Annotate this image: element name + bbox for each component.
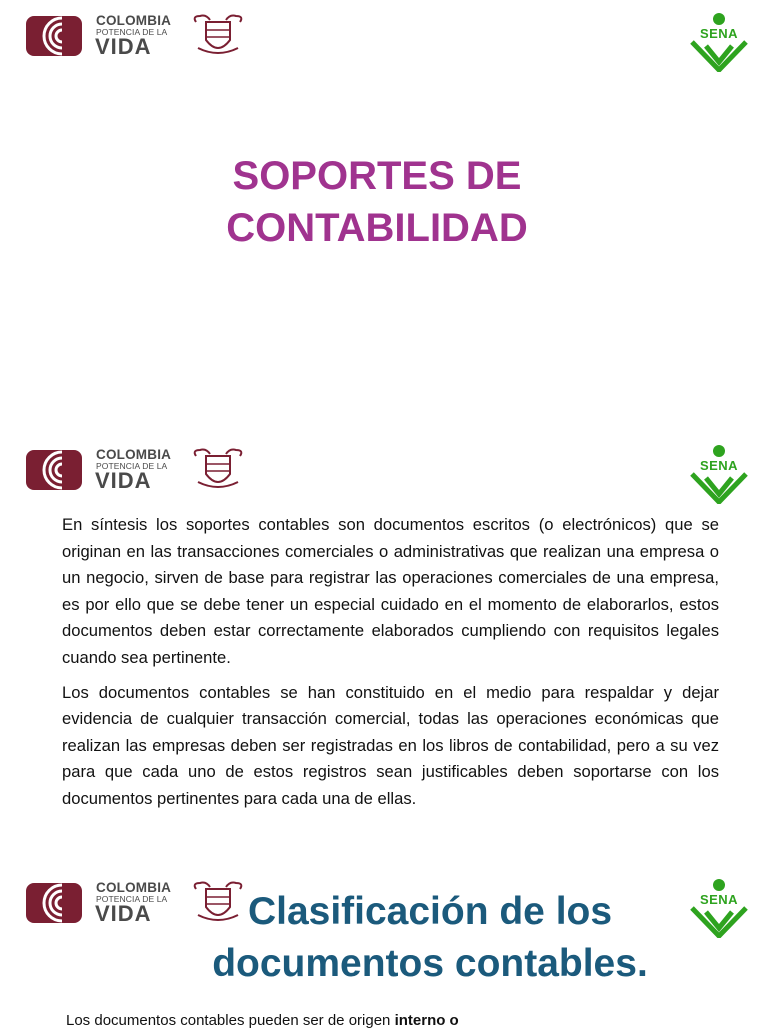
intro-text-bold: interno o	[394, 1012, 459, 1029]
gov-logo-line3: VIDA	[95, 901, 152, 926]
sena-figure-icon	[686, 444, 752, 504]
gov-wave-icon	[26, 12, 86, 56]
gov-logo-line2: POTENCIA DE LA	[96, 461, 168, 471]
colombia-gov-logo	[26, 446, 246, 496]
gov-logo-line2: POTENCIA DE LA	[96, 27, 168, 37]
gov-logo-line3: VIDA	[95, 468, 152, 493]
slide-title	[0, 0, 768, 432]
sena-logo	[686, 12, 752, 72]
gov-logo-line1: COLOMBIA	[96, 880, 172, 895]
sena-figure-icon	[686, 878, 752, 938]
coat-of-arms-icon	[190, 12, 246, 60]
slide-classification	[0, 864, 768, 1029]
gov-logo-line3: VIDA	[95, 34, 152, 59]
sena-figure-icon	[686, 12, 752, 72]
intro-text	[66, 1011, 746, 1031]
gov-logo-line2: POTENCIA DE LA	[96, 894, 168, 904]
paragraph-purpose: Los documentos contables se han constituido en el medio para respaldar y dejar evidencia de cualquier transacción comercial, todas las operaciones económicas que realizan las empresas deben ser registradas en los libros de contabilidad, pero a su vez para que cada uno de estos registros sean justificables deben soportarse con los documentos pertinentes para cada una de ellas.	[62, 682, 719, 808]
coat-of-arms-icon	[190, 446, 246, 494]
gov-wave-icon	[26, 446, 86, 490]
title-line-1: SOPORTES DE	[232, 154, 522, 198]
sena-logo-text: SENA	[699, 458, 739, 473]
colombia-gov-logo	[26, 12, 246, 62]
gov-logo-line1: COLOMBIA	[96, 447, 172, 462]
gov-logo-line1: COLOMBIA	[96, 13, 172, 28]
heading-line-2: documentos contables.	[212, 942, 648, 985]
sena-logo	[686, 878, 752, 938]
sena-logo-text: SENA	[699, 892, 739, 907]
section-heading	[210, 886, 650, 990]
title-line-2: CONTABILIDAD	[226, 206, 528, 250]
sena-logo-text: SENA	[699, 26, 739, 41]
page-title	[0, 150, 754, 254]
sena-logo	[686, 444, 752, 504]
intro-text-plain: Los documentos contables pueden ser de origen	[66, 1012, 395, 1029]
heading-line-1: Clasificación de los	[247, 890, 613, 933]
paragraph-synthesis: En síntesis los soportes contables son documentos escritos (o electrónicos) que se originan en las transacciones comerciales o administrativas que realizan una empresa o un negocio, sirven de base para registrar las operaciones comerciales de una empresa, es por ello que se debe tener un especial cuidado en el momento de elaborarlos, estos documentos deben estar correctamente elaborados cumpliendo con requisitos legales cuando sea pertinente.	[62, 515, 719, 667]
gov-wave-icon	[26, 879, 86, 923]
slide-summary	[0, 432, 768, 864]
summary-body	[62, 512, 719, 821]
